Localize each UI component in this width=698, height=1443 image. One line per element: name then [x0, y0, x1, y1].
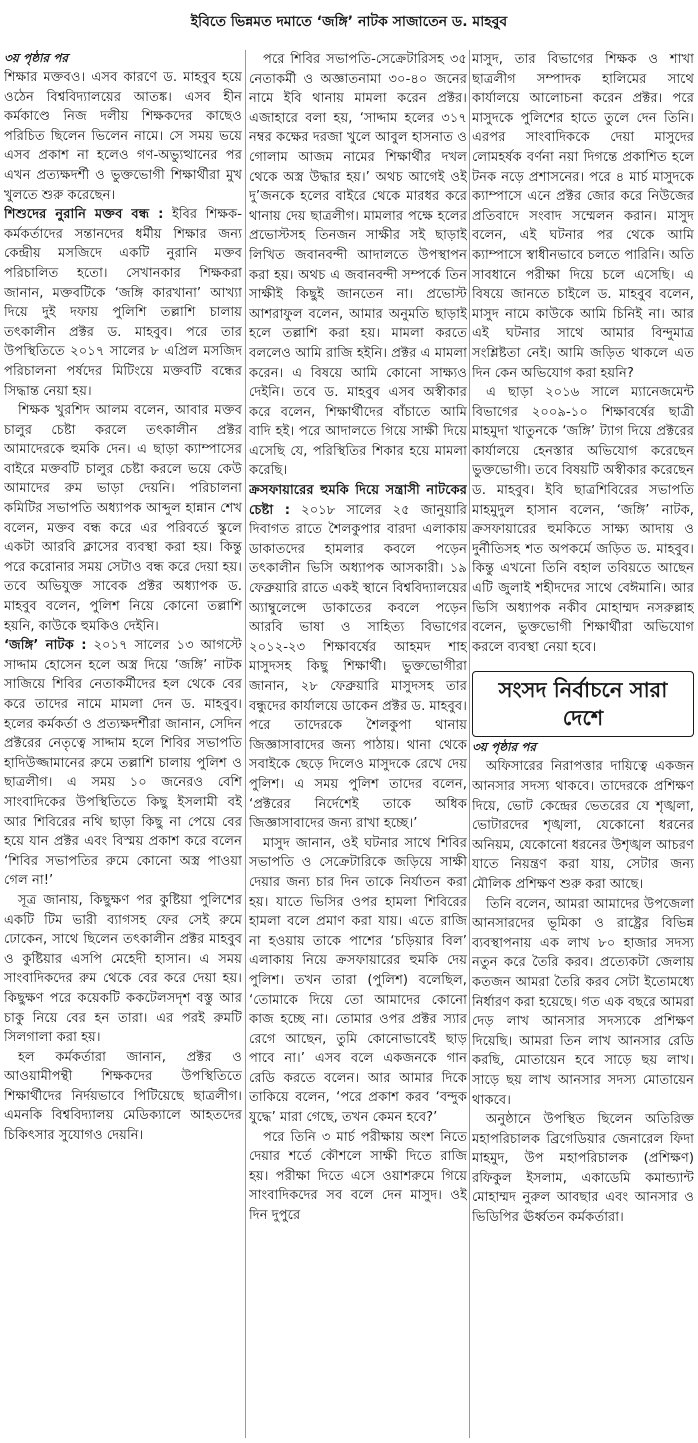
- paragraph: পরে তিনি ৩ মার্চ পরীক্ষায় অংশ নিতে দেয়ার শর্তে কৌশলে সাক্ষী দিতে রাজি হয়। পরীক্ষা দিতে এসে ওয়াশরুমে গিয়ে সাংবাদিকদের সব বলে দেন মাসুদ। ওই দিন দুপুরে: [249, 1129, 467, 1224]
- paragraph-text: ২০১৮ সালের ২৫ জানুয়ারি দিবাগত রাতে শৈলকুপার বারদা এলাকায় ডাকাতদের হামলার কবলে পড়েন তৎকালীন ভিসি অধ্যাপক আসকারী। ১৯ ফেব্রুয়ারি রাতে একই স্থানে বিশ্ববিদ্যালয়ের অ্যাম্বুলেন্সে ডাকাতের কবলে পড়েন আরবি ভাষা ও সাহিত্য বিভাগের ২০১২-২৩ শিক্ষাবর্ষের আহমদ শাহ মাসুদসহ কিছু শিক্ষার্থী। ভুক্তভোগীরা জানান, ২৮ ফেব্রুয়ারি মাসুদসহ তার বন্ধুদের কার্যালয়ে ডাকেন প্রক্টর ড. মাহবুব। পরে তাদেরকে শৈলকুপা থানায় জিজ্ঞাসাবাদের জন্য পাঠায়। থানা থেকে সবাইকে ছেড়ে দিলেও মাসুদকে রেখে দেয় পুলিশ। এ সময় পুলিশ তাদের বলেন, ‘প্রক্টরের নির্দেশেই তাকে অধিক জিজ্ঞাসাবাদের জন্য রাখা হচ্ছে।’: [249, 502, 467, 832]
- column-divider: [469, 50, 470, 1438]
- article-column-2: [249, 50, 467, 1438]
- paragraph: মাসুদ জানান, ওই ঘটনার সাথে শিবির সভাপতি ও সেক্রেটারিকে জড়িয়ে সাক্ষী দেয়ার জন্য চার দিন তাকে নির্যাতন করা হয়। যাতে ভিসির ওপর হামলা শিবিরের হামলা বলে প্রমাণ করা যায়। এতে রাজি না হওয়ায় তাকে পাশের ‘চড়িয়ার বিল’ এলাকায় নিয়ে ক্রসফায়ারের হুমকি দেয় পুলিশ। তখন তারা (পুলিশ) বলেছিল, ‘তোমাকে দিয়ে তো আমাদের কোনো কাজ হচ্ছে না। তোমার ওপর প্রক্টর স্যার রেগে আছেন, তুমি কোনোভাবেই ছাড় পাবে না।’ এসব বলে একজনকে গান রেডি করতে বলেন। আর আমার দিকে তাকিয়ে বলেন, ‘পরে প্রকাশ করব ‘বন্দুক যুদ্ধে’ মারা গেছে, তখন কেমন হবে?’: [249, 835, 467, 1126]
- article-column-1: [4, 50, 242, 1438]
- subheading: ক্রসফায়ারের হুমকি দিয়ে সন্ত্রাসী নাটকের চেষ্টা :: [249, 483, 467, 518]
- article-column-3: [472, 50, 694, 1438]
- paragraph: এ ছাড়া ২০১৬ সালে ম্যানেজমেন্ট বিভাগের ২০০৯-১০ শিক্ষাবর্ষের ছাত্রী মাহমুদা খাতুনকে ‘জঙ্গি’ ট্যাগ দিয়ে প্রক্টরের কার্যালয়ে হেনস্তার অভিযোগ করেছেন ভুক্তভোগী। তবে বিষয়টি অস্বীকার করেছেন ড. মাহবুব। ইবি ছাত্রশিবিরের সভাপতি মাহমুদুল হাসান বলেন, ‘জঙ্গি’ নাটক, ক্রসফায়ারের হুমকিতে সাক্ষ্য আদায় ও দুর্নীতিসহ শত অপকর্মে জড়িত ড. মাহবুব। কিন্তু এখনো তিনি বহাল তবিয়তে আছেন এটি জুলাই শহীদদের সাথে বেঈমানি। আর ভিসি অধ্যাপক নকীব মোহাম্মদ নসরুল্লাহ বলেন, ভুক্তভোগী শিক্ষার্থীরা অভিযোগ করলে ব্যবস্থা নেয়া হবে।: [472, 385, 694, 655]
- paragraph-text: ইবির শিক্ষক-কর্মকর্তাদের সন্তানদের ধর্মীয় শিক্ষার জন্য কেন্দ্রীয় মসজিদে একটি নুরানি মক্তব পরিচালিত হতো। সেখানকার শিক্ষকরা জানান, মক্তবটিকে ‘জঙ্গি কারখানা’ আখ্যা দিয়ে দুই দফায় পুলিশি তল্লাশি চালায় তৎকালীন প্রক্টর ড. মাহবুব। পরে তার উপস্থিতিতে ২০১৭ সালের ৮ এপ্রিল মসজিদ পরিচালনা পর্ষদের মিটিংয়ে মক্তবটি বন্ধের সিদ্ধান্ত নেয়া হয়।: [4, 207, 242, 399]
- paragraph: সূত্র জানায়, কিছুক্ষণ পর কুষ্টিয়া পুলিশের একটি টিম ভারী ব্যাগসহ ফের সেই রুমে ঢোকেন, সাথে ছিলেন তৎকালীন প্রক্টর মাহবুব ও কুষ্টিয়ার এসপি মেহেদী হাসান। এ সময় সাংবাদিকদের রুম থেকে বের করে দেয়া হয়। কিছুক্ষণ পরে কয়েকটি ককটেলসদৃশ বস্তু আর চাকু নিয়ে বের হন তারা। এর পরই রুমটি সিলগালা করা হয়।: [4, 892, 242, 1046]
- continued-from-label: ৩য় পৃষ্ঠার পর: [4, 51, 69, 65]
- paragraph: মাসুদ, তার বিভাগের শিক্ষক ও শাখা ছাত্রলীগ সম্পাদক হালিমের সাথে কার্যালয়ে আলোচনা করেন প্রক্টর। পরে মাসুদকে পুলিশের হাতে তুলে দেন তিনি। এরপর সাংবাদিককে দেয়া মাসুদের লোমহর্ষক বর্ণনা নয়া দিগন্তে প্রকাশিত হলে টনক নড়ে প্রশাসনের। পরে ৪ মার্চ মাসুদকে ক্যাম্পাসে এনে প্রক্টর জোর করে নিউজের প্রতিবাদে সংবাদ সম্মেলন করান। মাসুদ বলেন, এই ঘটনার পর থেকে আমি ক্যাম্পাসে স্বাধীনভাবে চলতে পারিনি। অতি সাবধানে পরীক্ষা দিয়ে চলে এসেছি। এ বিষয়ে জানতে চাইলে ড. মাহবুব বলেন, মাসুদ নামে কাউকে আমি চিনিই না। আর এই ঘটনার সাথে আমার বিন্দুমাত্র সংশ্লিষ্টতা নেই। আমি জড়িত থাকলে এত দিন কেন অভিযোগ করা হয়নি?: [472, 52, 694, 381]
- paragraph: [4, 636, 242, 891]
- headline: ইবিতে ভিন্নমত দমাতে ‘জঙ্গি’ নাটক সাজাতেন ড. মাহবুব: [190, 14, 508, 30]
- paragraph: শিক্ষার মক্তবও। এসব কারণে ড. মাহবুব হয়ে ওঠেন বিশ্ববিদ্যালয়ের আতঙ্ক। এসব হীন কর্মকাণ্ডে নিজ দলীয় শিক্ষকদের কাছেও পরিচিত ছিলেন ভিলেন নামে। সে সময় ভয়ে এসব প্রকাশ না হলেও গণ-অভ্যুত্থানের পর এখন প্রত্যক্ষদর্শী ও ভুক্তভোগী শিক্ষার্থীরা মুখ খুলতে শুরু করেছেন।: [4, 70, 242, 203]
- paragraph: [4, 205, 242, 401]
- paragraph: পরে শিবির সভাপতি-সেক্রেটারিসহ ৩৫ নেতাকর্মী ও অজ্ঞাতনামা ৩০-৪০ জনের নামে ইবি থানায় মামলা করেন প্রক্টর। এজাহারে বলা হয়, ‘সাদ্দাম হলের ৩১৭ নম্বর কক্ষের দরজা খুলে আবুল হাসনাত ও গোলাম আজম নামের শিক্ষার্থীর দখল থেকে অস্ত্র উদ্ধার হয়।’ অথচ আগেই ওই দু’জনকে হলের বাইরে থেকে মারধর করে থানায় দেয় ছাত্রলীগ। মামলার পক্ষে হলের প্রভোস্টসহ তিনজন সাক্ষীর সই ছাড়াই লিখিত জবানবন্দী আদালতে উপস্থাপন করা হয়। অথচ এ জবানবন্দী সম্পর্কে তিন সাক্ষীই কিছুই জানতেন না। প্রভোস্ট আশরাফুল বলেন, আমার অনুমতি ছাড়াই হলে তল্লাশি করা হয়। মামলা করতে বললেও আমি রাজি হইনি। প্রক্টর এ মামলা করেন। এ বিষয়ে আমি কোনো সাক্ষ্যও দেইনি। তবে ড. মাহবুব এসব অস্বীকার করে বলেন, শিক্ষার্থীদের বাঁচাতে আমি বাদি হই। পরে আদালতে গিয়ে সাক্ষী দিয়ে এসেছি যে, পরিস্থিতির শিকার হয়ে মামলা করেছি।: [249, 52, 467, 479]
- second-article-headline: সংসদ নির্বাচনে সারা দেশে: [472, 671, 694, 737]
- subheading: ‘জঙ্গি’ নাটক :: [4, 638, 87, 654]
- paragraph: হল কর্মকর্তারা জানান, প্রক্টর ও আওয়ামীপন্থী শিক্ষকদের উপস্থিতিতে শিক্ষার্থীদের নির্দয়ভাবে পিটিয়েছে ছাত্রলীগ। এমনকি বিশ্ববিদ্যালয় মেডিক্যালে আহতদের চিকিৎসার সুযোগও দেয়নি।: [4, 1049, 242, 1144]
- continued-from-label: ৩য় পৃষ্ঠার পর: [472, 740, 537, 755]
- paragraph: অনুষ্ঠানে উপস্থিত ছিলেন অতিরিক্ত মহাপরিচালক ব্রিগেডিয়ার জেনারেল ফিদা মাহমুদ, উপ মহাপরিচালক (প্রশিক্ষণ) রফিকুল ইসলাম, একাডেমি কমান্ড্যান্ট মোহাম্মদ নুরুল আবছার এবং আনসার ও ভিডিপির ঊর্ধ্বতন কর্মকর্তারা।: [472, 1112, 694, 1226]
- paragraph: অফিসারের নিরাপত্তার দায়িত্বে একজন আনসার সদস্য থাকবে। তাদেরকে প্রশিক্ষণ দিয়ে, ভোট কেন্দ্রের ভেতরের যে শৃঙ্খলা, ভোটারদের শৃঙ্খলা, যেকোনো ধরনের অনিয়ম, যেকোনো ধরনের উশৃঙ্খল আচরণ যাতে নিয়ন্ত্রণ করা যায়, সেটার জন্য মৌলিক প্রশিক্ষণ শুরু করা আছে।: [472, 759, 694, 892]
- paragraph: শিক্ষক খুরশিদ আলম বলেন, আবার মক্তব চালুর চেষ্টা করলে তৎকালীন প্রক্টর আমাদেরকে হুমকি দেন। এ ছাড়া ক্যাম্পাসের বাইরে মক্তবটি চালুর চেষ্টা করলে ভয়ে কেউ আমাদের রুম ভাড়া দেয়নি। পরিচালনা কমিটির সভাপতি অধ্যাপক আব্দুল হান্নান শেখ বলেন, মক্তব বন্ধ করে এর পরিবর্তে স্কুলে একটা আরবি ক্লাসের ব্যবস্থা করা হয়। কিন্তু পরে করোনার সময় সেটাও বন্ধ করে দেয়া হয়। তবে অভিযুক্ত সাবেক প্রক্টর অধ্যাপক ড. মাহবুব বলেন, পুলিশ নিয়ে কোনো তল্লাশি হয়নি, কাউকে হুমকিও দেইনি।: [4, 403, 242, 634]
- paragraph: [249, 481, 467, 834]
- column-divider: [245, 50, 246, 1438]
- paragraph: তিনি বলেন, আমরা আমাদের উপজেলা আনসারদের ভূমিকা ও রাষ্ট্রের বিভিন্ন ব্যবস্থাপনায় এক লাখ ৮০ হাজার সদস্য নতুন করে তৈরি করব। প্রত্যেকটা জেলায় কতজন আমরা তৈরি করব সেটা ইতোমধ্যে নির্ধারণ করা হয়েছে। গত এক বছরে আমরা দেড় লাখ আনসার সদস্যকে প্রশিক্ষণ দিয়েছি। আমরা তিন লাখ আনসার রেডি করছি, মোতায়েন হবে সাড়ে ছয় লাখ। সাড়ে ছয় লাখ আনসার সদস্য মোতায়েন থাকবে।: [472, 896, 694, 1108]
- paragraph-text: ২০১৭ সালের ১৩ আগস্টে সাদ্দাম হোসেন হলে অস্ত্র দিয়ে ‘জঙ্গি’ নাটক সাজিয়ে শিবির নেতাকর্মীদের হল থেকে বের করে তাদের নামে মামলা দেন ড. মাহবুব। হলের কর্মকর্তা ও প্রত্যক্ষদর্শীরা জানান, সেদিন প্রক্টরের নেতৃত্বে সাদ্দাম হলে শিবির সভাপতি হাদিউজ্জামানের রুমে তল্লাশি চালায় পুলিশ ও ছাত্রলীগ। এ সময় ১০ জনেরও বেশি সাংবাদিকের উপস্থিতিতে কিছু ইসলামী বই আর শিবিরের নথি ছাড়া কিছু না পেয়ে বের হয়ে যান প্রক্টর এবং বিস্ময় প্রকাশ করে বলেন ‘শিবির সভাপতির রুমে কোনো অস্ত্র পাওয়া গেল না!’: [4, 638, 242, 889]
- subheading: শিশুদের নুরানি মক্তব বন্ধ :: [4, 207, 164, 223]
